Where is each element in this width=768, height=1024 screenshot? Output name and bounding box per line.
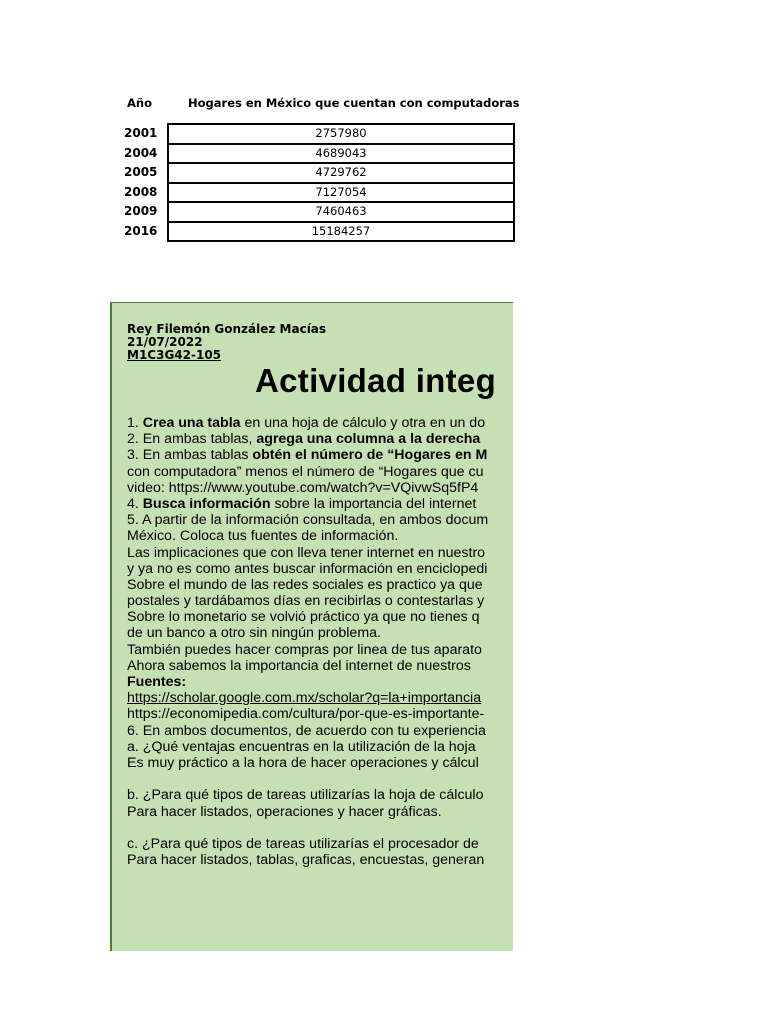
- text-line: [127, 723, 488, 739]
- text-span: sobre la importancia del internet: [270, 495, 477, 512]
- households-value-cell[interactable]: 7127054: [169, 184, 513, 204]
- text-line: [127, 739, 488, 755]
- text-line: [127, 447, 488, 463]
- text-line: [127, 755, 488, 771]
- year-cell[interactable]: 2005: [124, 165, 158, 179]
- group-code: M1C3G42-105: [127, 348, 222, 362]
- text-span: en una hoja de cálculo y otra en un do: [240, 415, 486, 431]
- text-line: [127, 496, 488, 512]
- bold-text: Fuentes:: [127, 674, 187, 690]
- text-span: México. Coloca tus fuentes de información.: [127, 528, 399, 545]
- text-line: [127, 787, 488, 803]
- text-line: [127, 658, 488, 674]
- text-line: [127, 561, 488, 577]
- activity-panel: [110, 302, 513, 951]
- text-line: [127, 577, 488, 593]
- text-span: postales y tardábamos días en recibirlas o contestarlas y: [127, 593, 485, 610]
- text-line: [127, 771, 488, 787]
- text-span: video: https://www.youtube.com/watch?v=VQivwSq5fP4: [127, 479, 479, 496]
- text-line: [127, 593, 488, 609]
- households-values-table: [167, 123, 515, 242]
- bold-text: obtén el número de “Hogares en M: [252, 447, 488, 464]
- text-span: 4.: [127, 495, 143, 512]
- text-span: Ahora sabemos la importancia del internet de nuestros: [127, 657, 471, 674]
- author-name: Rey Filemón González Macías: [127, 322, 327, 336]
- table-header: [0, 96, 768, 110]
- activity-title: Actividad integ: [255, 362, 497, 399]
- text-span: con computadora” menos el número de “Hogares que cu: [127, 463, 484, 480]
- text-line: [127, 609, 488, 625]
- text-span: https://scholar.google.com.mx/scholar?q=la+importancia: [127, 690, 482, 707]
- text-line: [127, 690, 488, 706]
- text-span: 3. En ambas tablas: [127, 447, 253, 464]
- text-span: También puedes hacer compras por linea de tus aparato: [127, 641, 482, 658]
- text-line: [127, 545, 488, 561]
- text-span: 6. En ambos documentos, de acuerdo con tu experiencia: [127, 722, 486, 739]
- activity-date: 21/07/2022: [127, 335, 203, 349]
- text-span: c. ¿Para qué tipos de tareas utilizarías el procesador de: [127, 835, 479, 852]
- year-column-header[interactable]: Año: [127, 96, 152, 110]
- text-span: Para hacer listados, tablas, graficas, encuestas, generan: [127, 852, 485, 869]
- households-value-cell[interactable]: 15184257: [311, 223, 371, 238]
- households-value-cell[interactable]: 2757980: [169, 125, 513, 145]
- activity-body[interactable]: [127, 415, 488, 868]
- text-line: [127, 625, 488, 641]
- year-cell[interactable]: 2004: [124, 145, 158, 160]
- year-cell[interactable]: 2016: [124, 223, 158, 238]
- text-line: [127, 528, 488, 544]
- text-span: Sobre lo monetario se volvió práctico ya que no tienes q: [127, 609, 480, 626]
- text-span: 1.: [127, 415, 143, 431]
- year-column: [124, 126, 164, 243]
- text-span: b. ¿Para qué tipos de tareas utilizarías la hoja de cálculo: [127, 787, 484, 804]
- text-line: [127, 674, 488, 690]
- year-cell[interactable]: 2001: [124, 126, 158, 140]
- text-line: [127, 820, 488, 836]
- text-span: Es muy práctico a la hora de hacer operaciones y cálcul: [127, 754, 479, 771]
- text-line: [127, 464, 488, 480]
- households-value-cell[interactable]: 4729762: [169, 164, 513, 184]
- text-line: [127, 852, 488, 868]
- text-line: [127, 706, 488, 722]
- text-line: [127, 804, 488, 820]
- text-line: [127, 642, 488, 658]
- bold-text: agrega una columna a la derecha: [256, 431, 481, 448]
- text-span: Las implicaciones que con lleva tener internet en nuestro: [127, 544, 486, 561]
- bold-text: Crea una tabla: [142, 415, 241, 431]
- text-line: [127, 512, 488, 528]
- text-span: Sobre el mundo de las redes sociales es practico ya que: [127, 576, 483, 593]
- text-span: Para hacer listados, operaciones y hacer gráficas.: [127, 803, 442, 820]
- text-line: [127, 836, 488, 852]
- text-span: a. ¿Qué ventajas encuentras en la utilización de la hoja: [127, 738, 476, 755]
- text-line: [127, 480, 488, 496]
- text-span: 5. A partir de la información consultada, en ambos docum: [127, 512, 489, 529]
- text-line: [127, 415, 488, 431]
- text-span: https://economipedia.com/cultura/por-que-es-importante-: [127, 706, 485, 723]
- year-cell[interactable]: 2008: [124, 184, 158, 199]
- text-span: de un banco a otro sin ningún problema.: [127, 625, 381, 642]
- households-value-cell[interactable]: 7460463: [169, 203, 513, 223]
- households-column-header[interactable]: Hogares en México que cuentan con computadoras: [188, 96, 520, 110]
- households-value-cell[interactable]: 4689043: [169, 145, 513, 165]
- bold-text: Busca información: [142, 495, 271, 512]
- text-span: 2. En ambas tablas,: [127, 431, 257, 448]
- year-cell[interactable]: 2009: [124, 204, 158, 218]
- text-span: y ya no es como antes buscar información en enciclopedi: [127, 560, 488, 577]
- text-line: [127, 431, 488, 447]
